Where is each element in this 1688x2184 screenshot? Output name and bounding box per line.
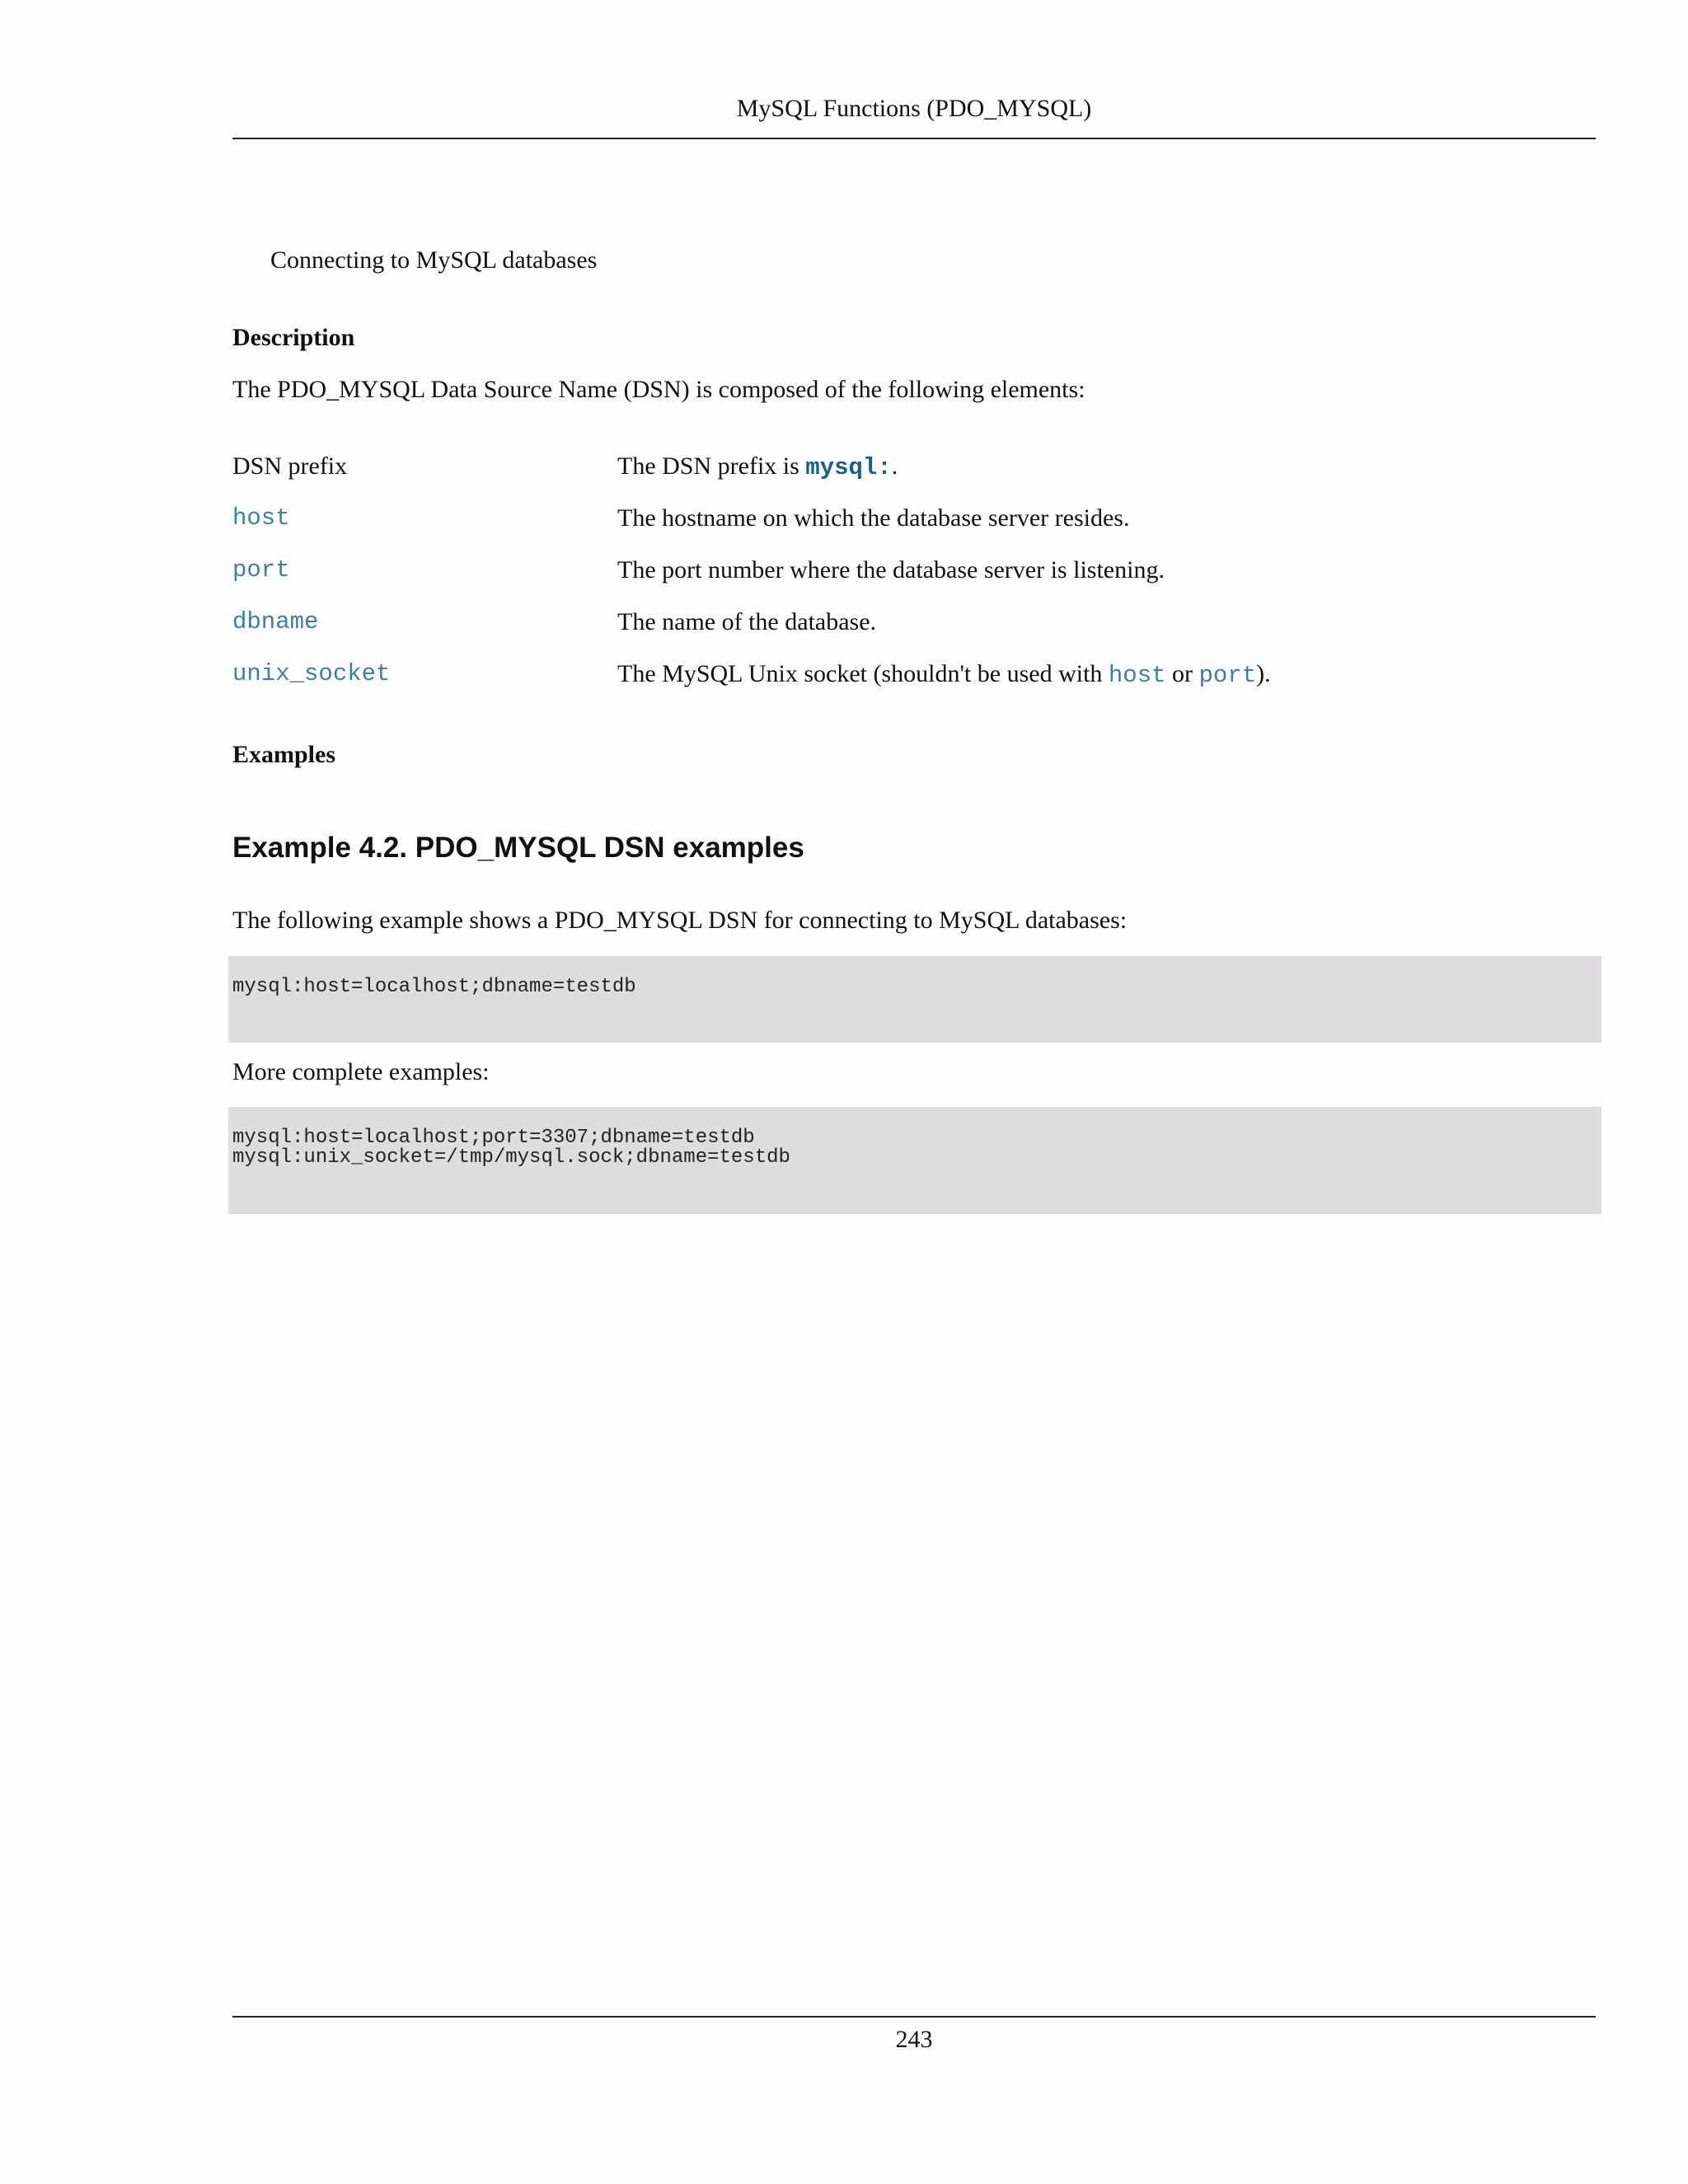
refpurpose: Connecting to MySQL databases (270, 246, 598, 274)
dsn-row-host (232, 502, 1386, 535)
port-literal: port (1198, 662, 1257, 689)
dsn-term: DSN prefix (232, 452, 348, 480)
dsn-definition-text: The DSN prefix is (617, 452, 806, 480)
code-line: mysql:host=localhost;dbname=testdb (232, 976, 636, 998)
dsn-row-port (232, 554, 1386, 587)
dsn-definition-text: or (1165, 660, 1199, 687)
code-line: mysql:unix_socket=/tmp/mysql.sock;dbname=testdb (232, 1146, 790, 1169)
more-examples-label: More complete examples: (232, 1058, 490, 1085)
code-block-complete (228, 1107, 1601, 1214)
page-number: 243 (895, 2026, 933, 2053)
dsn-row-dbname (232, 606, 1386, 639)
dsn-definition-end: . (891, 452, 898, 480)
dsn-row-prefix (232, 450, 1386, 483)
dsn-prefix-literal: mysql: (805, 454, 892, 481)
running-header: MySQL Functions (PDO_MYSQL) (736, 95, 1092, 122)
code-block-basic (228, 956, 1601, 1043)
dsn-definition (617, 450, 898, 485)
example-title: Example 4.2. PDO_MYSQL DSN examples (232, 832, 804, 864)
dsn-definition-text: The MySQL Unix socket (shouldn't be used with (617, 660, 1109, 687)
dsn-definition (617, 658, 1271, 692)
dsn-definition: The name of the database. (617, 608, 877, 635)
header-rule (232, 138, 1596, 139)
description-intro: The PDO_MYSQL Data Source Name (DSN) is composed of the following elements: (232, 376, 1085, 403)
dsn-definition: The hostname on which the database server resides. (617, 504, 1130, 532)
dsn-definition-end: ). (1256, 660, 1271, 687)
dsn-definition: The port number where the database server is listening. (617, 556, 1165, 583)
code-line: mysql:host=localhost;port=3307;dbname=testdb (232, 1127, 755, 1149)
dsn-term: unix_socket (232, 660, 391, 687)
dsn-term: dbname (232, 608, 319, 635)
example-intro: The following example shows a PDO_MYSQL DSN for connecting to MySQL databases: (232, 907, 1128, 934)
host-literal: host (1108, 662, 1166, 689)
description-heading: Description (232, 324, 355, 351)
dsn-term: port (232, 556, 290, 583)
examples-heading: Examples (232, 741, 336, 768)
dsn-row-unix-socket (232, 658, 1386, 691)
dsn-term: host (232, 504, 290, 532)
footer-rule (232, 2016, 1596, 2018)
